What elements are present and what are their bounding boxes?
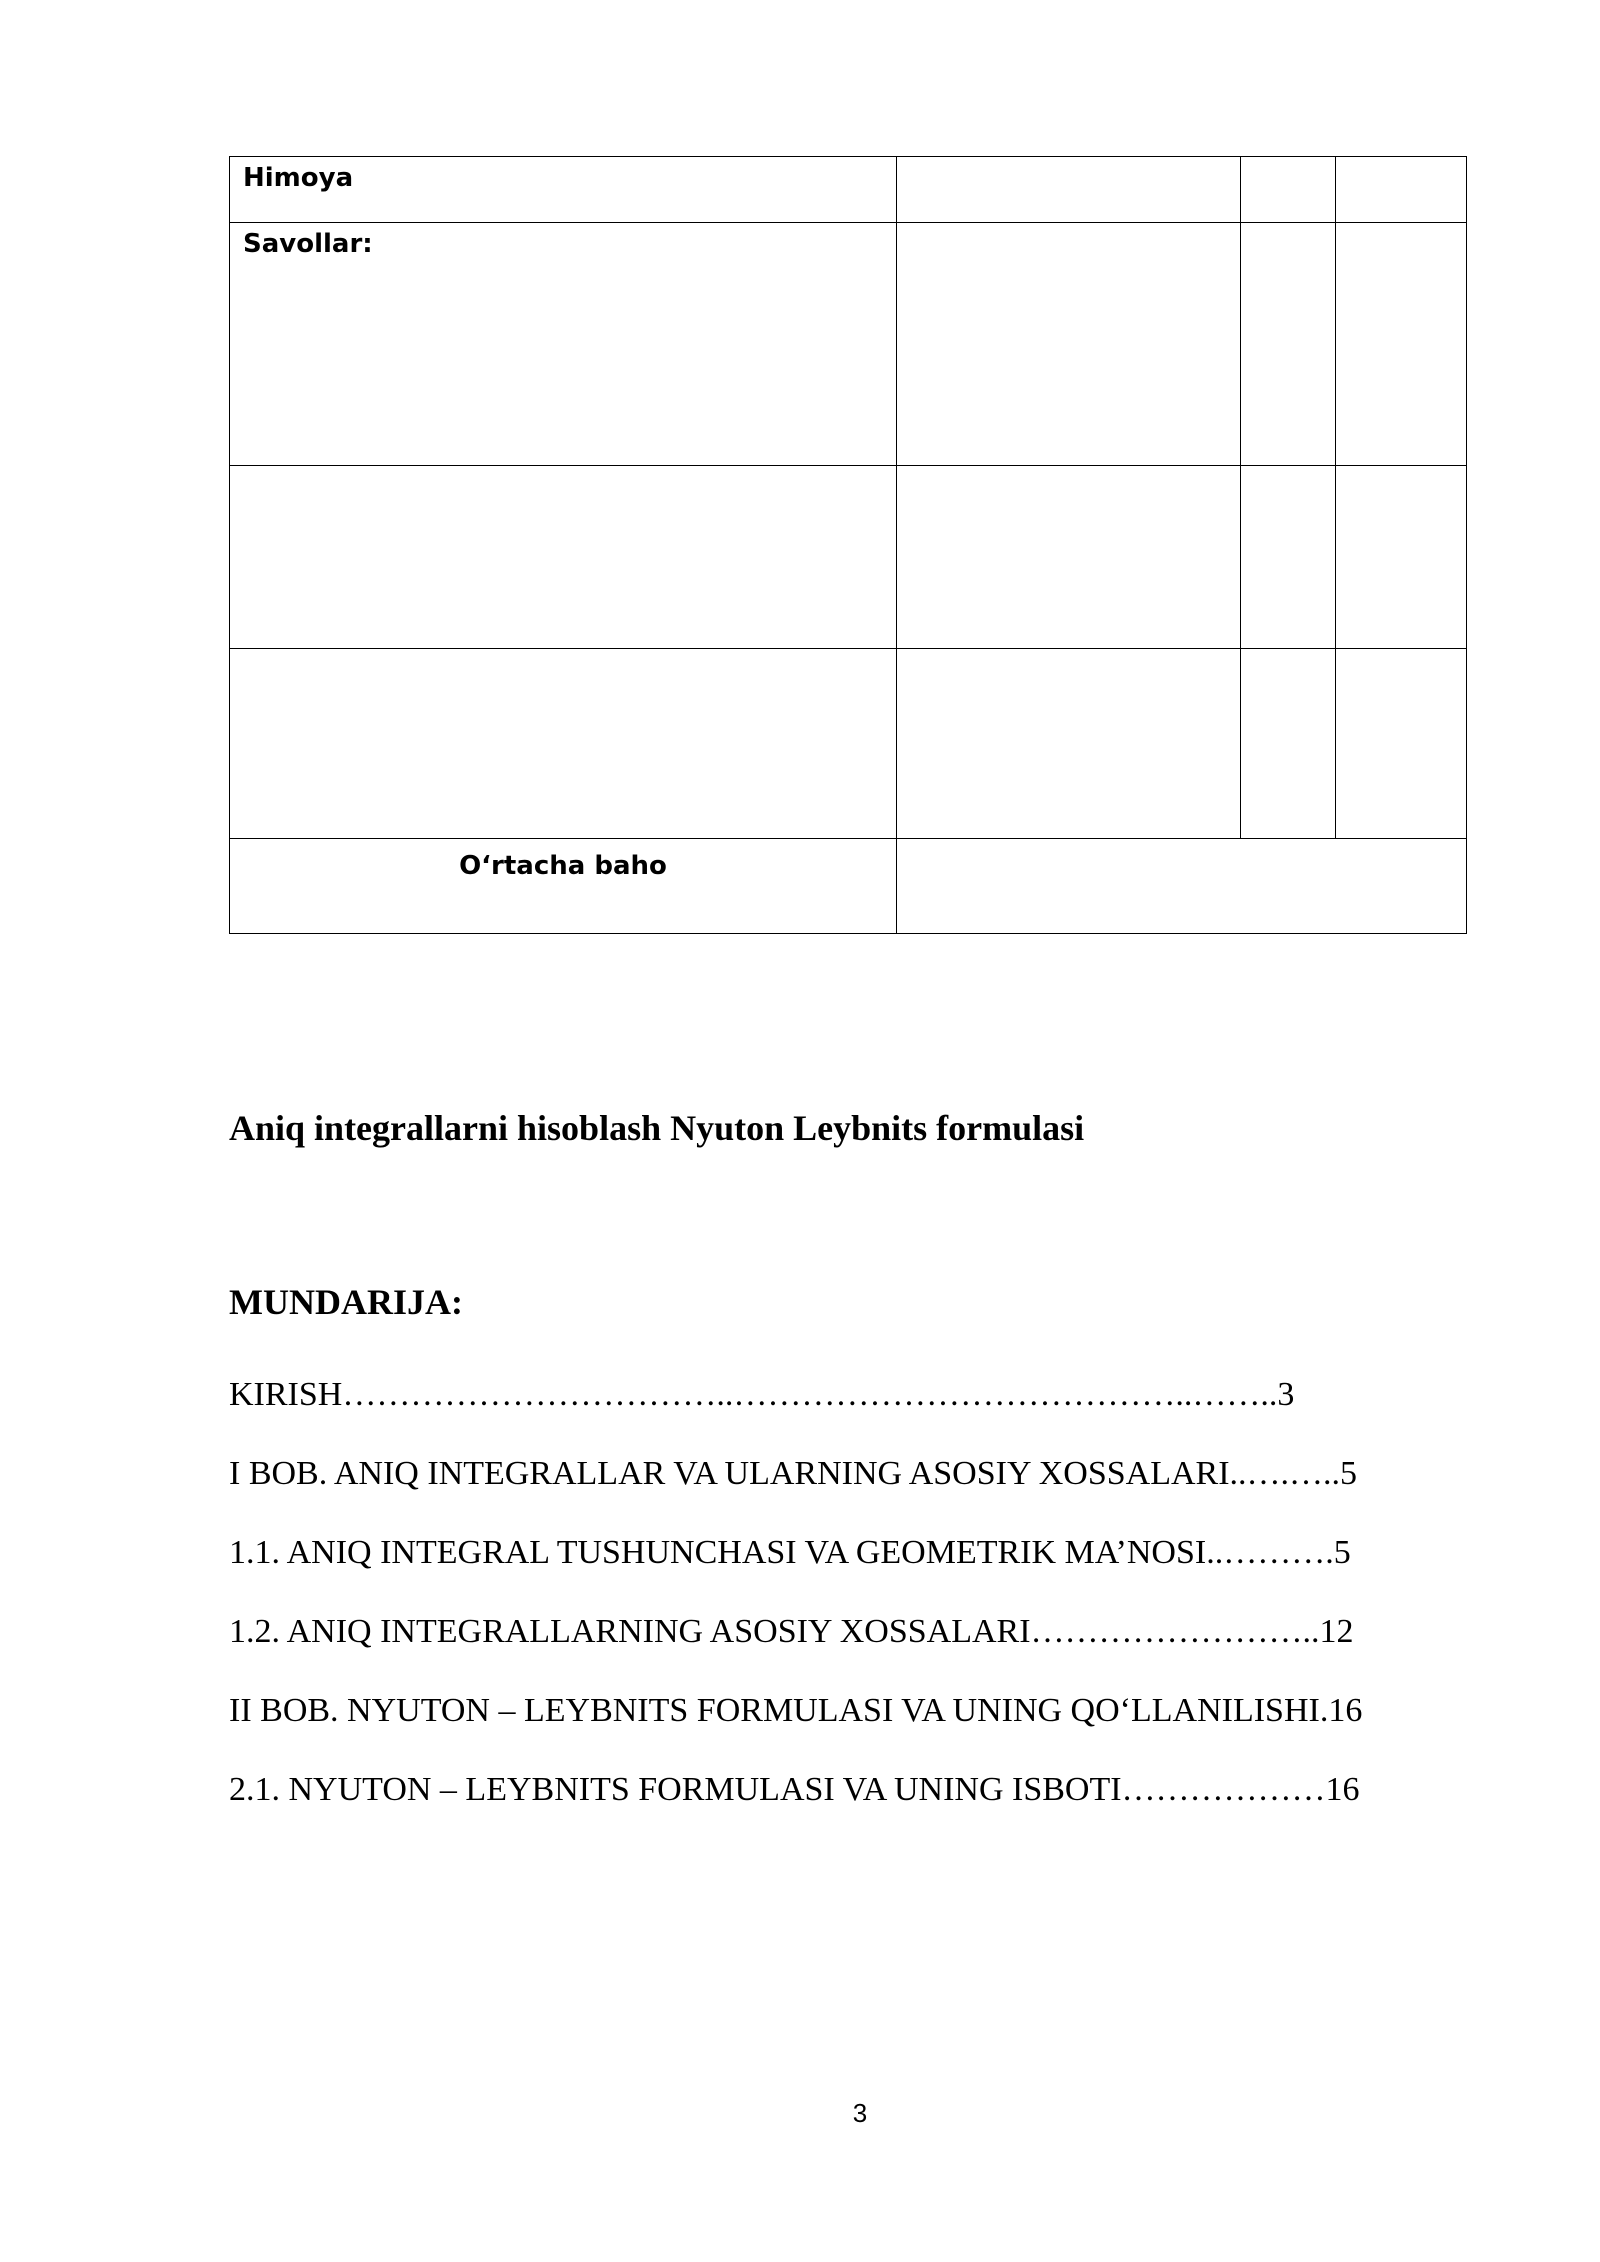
empty-cell	[1336, 157, 1467, 223]
empty-cell	[1336, 649, 1467, 839]
table-row-average	[230, 839, 1467, 934]
empty-cell	[897, 466, 1241, 649]
average-value-cell	[897, 839, 1467, 934]
table-of-contents	[229, 1362, 1489, 1836]
empty-cell	[230, 649, 897, 839]
page-number: 3	[852, 2098, 868, 2128]
table-row-blank	[230, 466, 1467, 649]
toc-item-section-2-1: 2.1. NYUTON – LEYBNITS FORMULASI VA UNING ISBOTI………………16	[229, 1771, 1360, 1808]
toc-item-chapter-2: II BOB. NYUTON – LEYBNITS FORMULASI VA UNING QO‘LLANILISHI.16	[229, 1692, 1363, 1729]
table-row-himoya	[230, 157, 1467, 223]
toc-item-chapter-1: I BOB. ANIQ INTEGRALLAR VA ULARNING ASOSIY XOSSALARI..….…..5	[229, 1455, 1358, 1492]
toc-item-section-1-2: 1.2. ANIQ INTEGRALLARNING ASOSIY XOSSALARI……………………..12	[229, 1613, 1354, 1650]
document-title: Aniq integrallarni hisoblash Nyuton Leybnits formulasi	[229, 1108, 1085, 1148]
table-row-blank	[230, 649, 1467, 839]
empty-cell	[1241, 649, 1336, 839]
empty-cell	[1241, 223, 1336, 466]
empty-cell	[230, 466, 897, 649]
himoya-label: Himoya	[243, 163, 354, 193]
empty-cell	[1241, 157, 1336, 223]
empty-cell	[1336, 466, 1467, 649]
toc-heading: MUNDARIJA:	[229, 1282, 463, 1322]
table-row-savollar	[230, 223, 1467, 466]
empty-cell	[897, 157, 1241, 223]
grade-table	[229, 156, 1467, 934]
average-grade-label: O‘rtacha baho	[459, 851, 667, 881]
empty-cell	[1241, 466, 1336, 649]
average-label-cell	[230, 839, 897, 934]
himoya-cell	[230, 157, 897, 223]
toc-item-section-1-1: 1.1. ANIQ INTEGRAL TUSHUNCHASI VA GEOMETRIK MA’NOSI..……….5	[229, 1534, 1351, 1571]
savollar-cell	[230, 223, 897, 466]
toc-item-kirish: KIRISH……………………………..…………………………………..……..3	[229, 1376, 1295, 1413]
empty-cell	[1336, 223, 1467, 466]
empty-cell	[897, 649, 1241, 839]
savollar-label: Savollar:	[243, 229, 373, 259]
empty-cell	[897, 223, 1241, 466]
